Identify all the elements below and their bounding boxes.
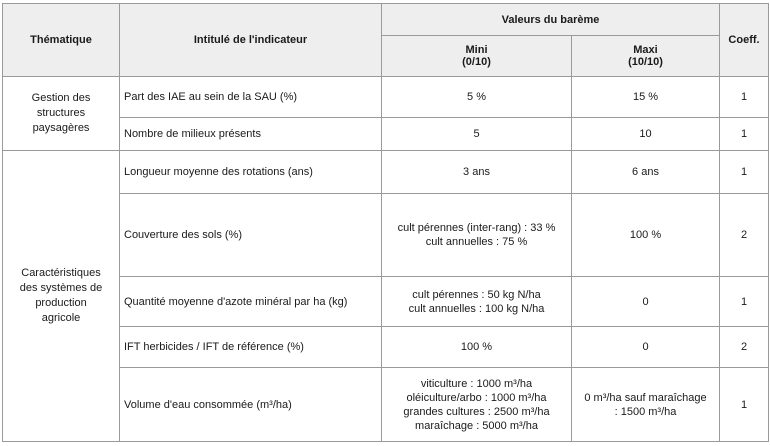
mini-value: maraîchage : 5000 m³/ha: [415, 419, 538, 432]
maxi-cell: [572, 118, 720, 151]
maxi-cell: [572, 194, 720, 277]
header-thematique: Thématique: [3, 4, 120, 77]
mini-value: 3 ans: [463, 166, 490, 178]
maxi-value: 0: [642, 295, 649, 308]
mini-cell: [382, 151, 572, 194]
mini-value: cult annuelles : 75 %: [425, 236, 528, 248]
maxi-value: 10: [639, 128, 652, 140]
indicator-cell: IFT herbicides / IFT de référence (%): [120, 327, 382, 368]
bareme-table: [2, 3, 769, 442]
mini-value: 5: [473, 128, 480, 140]
indicator-cell: Couverture des sols (%): [120, 194, 382, 277]
theme-line: agricole: [41, 312, 81, 324]
coeff-cell: 1: [720, 368, 769, 442]
indicator-cell: Nombre de milieux présents: [120, 118, 382, 151]
maxi-value: 0: [642, 341, 649, 353]
coeff-cell: 2: [720, 194, 769, 277]
header-maxi-range: (10/10): [628, 56, 663, 68]
header-maxi-label: Maxi: [633, 44, 658, 56]
maxi-cell: [572, 151, 720, 194]
theme-line: structures: [36, 107, 86, 119]
header-valeurs: Valeurs du barème: [382, 4, 720, 36]
coeff-cell: 1: [720, 118, 769, 151]
maxi-cell: [572, 277, 720, 327]
indicator-cell: Part des IAE au sein de la SAU (%): [120, 77, 382, 118]
theme-line: Gestion des: [31, 92, 91, 104]
header-mini: [382, 36, 572, 77]
maxi-value: 0 m³/ha sauf maraîchage: [584, 391, 707, 404]
maxi-value: 100 %: [629, 229, 662, 241]
mini-value: 5 %: [467, 91, 486, 103]
maxi-cell: [572, 327, 720, 368]
mini-value: cult pérennes (inter-rang) : 33 %: [397, 222, 556, 234]
mini-value: grandes cultures : 2500 m³/ha: [403, 405, 550, 418]
mini-value: cult annuelles : 100 kg N/ha: [408, 302, 545, 315]
mini-cell: [382, 368, 572, 442]
header-mini-label: Mini: [465, 44, 488, 56]
table-row: [3, 77, 769, 118]
mini-value: viticulture : 1000 m³/ha: [420, 377, 533, 390]
mini-value: 100 %: [460, 341, 493, 353]
maxi-value: : 1500 m³/ha: [614, 405, 677, 418]
coeff-cell: 2: [720, 327, 769, 368]
header-mini-range: (0/10): [462, 56, 491, 68]
mini-cell: [382, 277, 572, 327]
theme-line: paysagères: [32, 122, 90, 134]
mini-cell: [382, 194, 572, 277]
indicator-cell: Volume d'eau consommée (m³/ha): [120, 368, 382, 442]
mini-value: oléiculture/arbo : 1000 m³/ha: [406, 391, 547, 404]
maxi-cell: [572, 77, 720, 118]
table-row: [3, 151, 769, 194]
indicator-cell: Quantité moyenne d'azote minéral par ha (kg): [120, 277, 382, 327]
indicator-cell: Longueur moyenne des rotations (ans): [120, 151, 382, 194]
theme-line: des systèmes de: [19, 282, 103, 294]
header-coeff: Coeff.: [720, 4, 769, 77]
header-maxi: [572, 36, 720, 77]
theme-line: production: [35, 297, 87, 309]
mini-cell: [382, 327, 572, 368]
theme-cell: [3, 77, 120, 151]
maxi-value: 6 ans: [632, 166, 659, 178]
theme-cell: [3, 151, 120, 442]
mini-value: cult pérennes : 50 kg N/ha: [412, 288, 541, 301]
coeff-cell: 1: [720, 277, 769, 327]
theme-line: Caractéristiques: [21, 267, 101, 279]
maxi-value: 15 %: [632, 91, 659, 103]
coeff-cell: 1: [720, 77, 769, 118]
mini-cell: [382, 77, 572, 118]
header-intitule: Intitulé de l'indicateur: [120, 4, 382, 77]
mini-cell: [382, 118, 572, 151]
coeff-cell: 1: [720, 151, 769, 194]
maxi-cell: [572, 368, 720, 442]
